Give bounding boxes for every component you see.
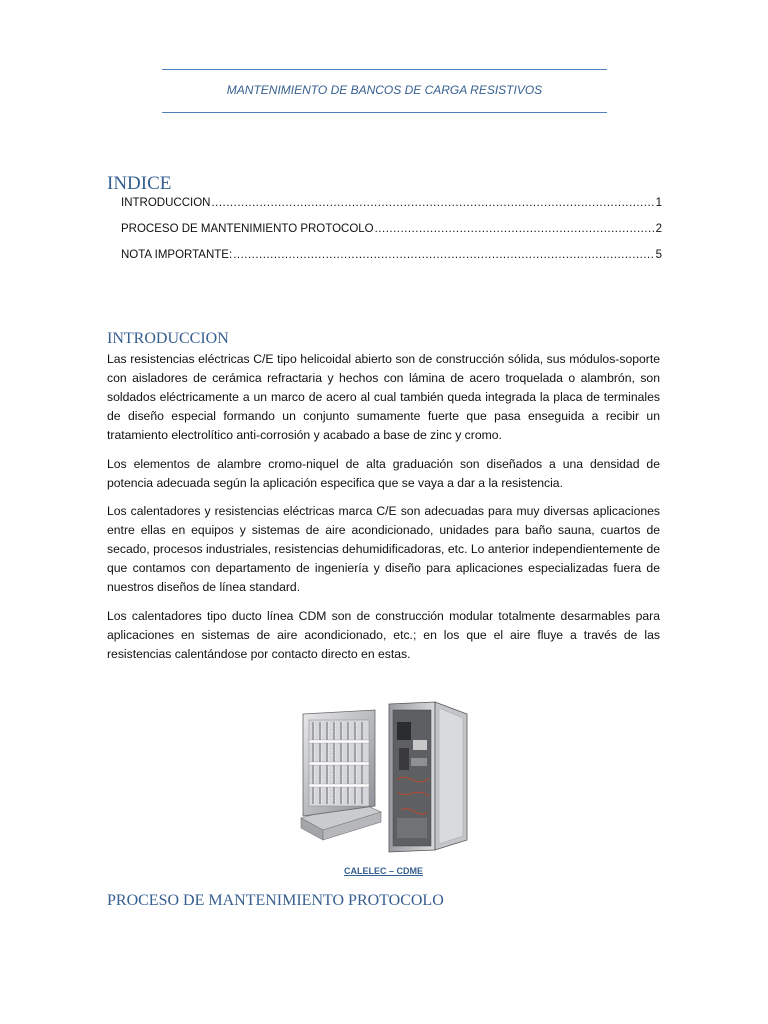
table-of-contents [121,197,662,275]
intro-paragraph-3: Los calentadores y resistencias eléctricas marca C/E son adecuadas para muy diversas aplicaciones entre ellas en equipos y sistemas de aire acondicionado, unidades para baño sauna, cuartos de secado, procesos industriales, resistencias dehumidificadoras, etc. Lo anterior independientemente de que contamos con departamento de ingeniería y diseño para aplicaciones especializadas fuera de nuestros diseños de línea standard. [107,504,660,594]
intro-paragraph-2: Los elementos de alambre cromo-niquel de alta graduación son diseñados a una densidad de potencia adecuada según la aplicación especifica que se vaya a dar a la resistencia. [107,457,660,490]
toc-entry-page: 5 [655,249,662,261]
toc-entry[interactable] [121,249,662,275]
header-rule-top [162,69,607,70]
toc-leader-dots [233,249,654,261]
toc-entry-page: 1 [655,197,662,209]
toc-leader-dots [375,223,655,235]
intro-paragraph-1: Las resistencias eléctricas C/E tipo helicoidal abierto son de construcción sólida, sus módulos-soporte con aisladores de cerámica refractaria y hechos con lámina de acero troquelada o alambrón, son soldados eléctricamente a un marco de acero al cual también queda integrada la placa de terminales de diseño especial formando un conjunto sumamente fuerte que pasa enseguida a recibir un tratamiento electrolítico anti-corrosión y acabado a base de zinc y cromo. [107,352,660,442]
toc-leader-dots [211,197,654,209]
header-title: MANTENIMIENTO DE BANCOS DE CARGA RESISTIVOS [226,83,543,97]
toc-entry-label: INTRODUCCION [121,197,211,209]
toc-entry-page: 2 [655,223,662,235]
toc-entry-label: NOTA IMPORTANTE: [121,249,233,261]
toc-entry[interactable] [121,197,662,223]
introduccion-heading: INTRODUCCION [107,330,229,347]
toc-entry-label: PROCESO DE MANTENIMIENTO PROTOCOLO [121,223,374,235]
proceso-heading: PROCESO DE MANTENIMIENTO PROTOCOLO [107,892,444,909]
header-rule-bottom [162,112,607,113]
figure-caption: CALELEC – CDME [343,866,423,876]
intro-paragraph-4: Los calentadores tipo ducto línea CDM son de construcción modular totalmente desarmables para aplicaciones en sistemas de aire acondicionado, etc.; en los que el aire fluye a través de las resistencias calentándose por contacto directo en estas. [107,609,660,661]
indice-heading: INDICE [107,173,172,194]
heater-product-image [297,700,471,853]
toc-entry[interactable] [121,223,662,249]
